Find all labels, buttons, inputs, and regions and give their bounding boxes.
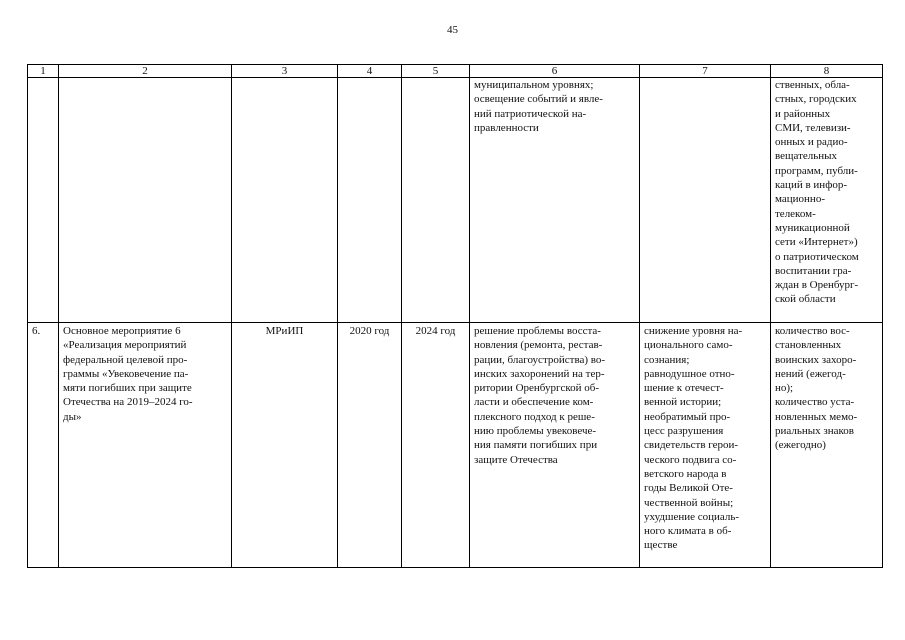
header-col-8: 8 xyxy=(771,65,883,78)
cell-expected-results: муниципальном уровнях; освещение событий и явле- ний патриотической на- правленности xyxy=(470,78,640,323)
table-row-6 xyxy=(28,323,883,568)
cell-executor: МРиИП xyxy=(232,323,338,568)
cell xyxy=(232,78,338,323)
cell-indicators: ственных, обла- стных, городских и районных СМИ, телевизи- онных и радио- вещательных программ, публи- каций в инфор- мационно- телеком- муникационной сети «Интернет») о патриотическом воспитании гра- ждан в Оренбург- ской области xyxy=(771,78,883,323)
cell-number: 6. xyxy=(28,323,59,568)
cell-consequences: снижение уровня на- ционального само- сознания; равнодушное отно- шение к отечест- венной истории; необратимый про- цесс разрушения свидетельств герои- ческого подвига со- ветского народа в годы Великой Оте- чественной войны; ухудшение социаль- ного климата в об- ществе xyxy=(640,323,771,568)
header-col-1: 1 xyxy=(28,65,59,78)
cell-start-year: 2020 год xyxy=(338,323,402,568)
cell xyxy=(59,78,232,323)
header-row xyxy=(28,65,883,78)
header-col-2: 2 xyxy=(59,65,232,78)
header-col-7: 7 xyxy=(640,65,771,78)
cell-indicators: количество вос- становленных воинских захоро- нений (ежегод- но); количество уста- новленных мемо- риальных знаков (ежегодно) xyxy=(771,323,883,568)
cell-expected-results: решение проблемы восста- новления (ремонта, рестав- рации, благоустройства) во- инских захоронений на тер- ритории Оренбургской об- ласти и обеспечение ком- плексного подход к реше- нию проблемы увековече- ния памяти погибших при защите Отечества xyxy=(470,323,640,568)
header-col-3: 3 xyxy=(232,65,338,78)
header-col-4: 4 xyxy=(338,65,402,78)
cell xyxy=(402,78,470,323)
cell xyxy=(338,78,402,323)
header-col-6: 6 xyxy=(470,65,640,78)
page-number: 45 xyxy=(447,24,458,36)
cell xyxy=(28,78,59,323)
program-table xyxy=(27,64,883,568)
cell xyxy=(640,78,771,323)
header-col-5: 5 xyxy=(402,65,470,78)
continuation-row xyxy=(28,78,883,323)
cell-activity-name: Основное мероприятие 6 «Реализация мероприятий федеральной целевой про- граммы «Увековечение па- мяти погибших при защите Отечества на 2019–2024 го- ды» xyxy=(59,323,232,568)
cell-end-year: 2024 год xyxy=(402,323,470,568)
